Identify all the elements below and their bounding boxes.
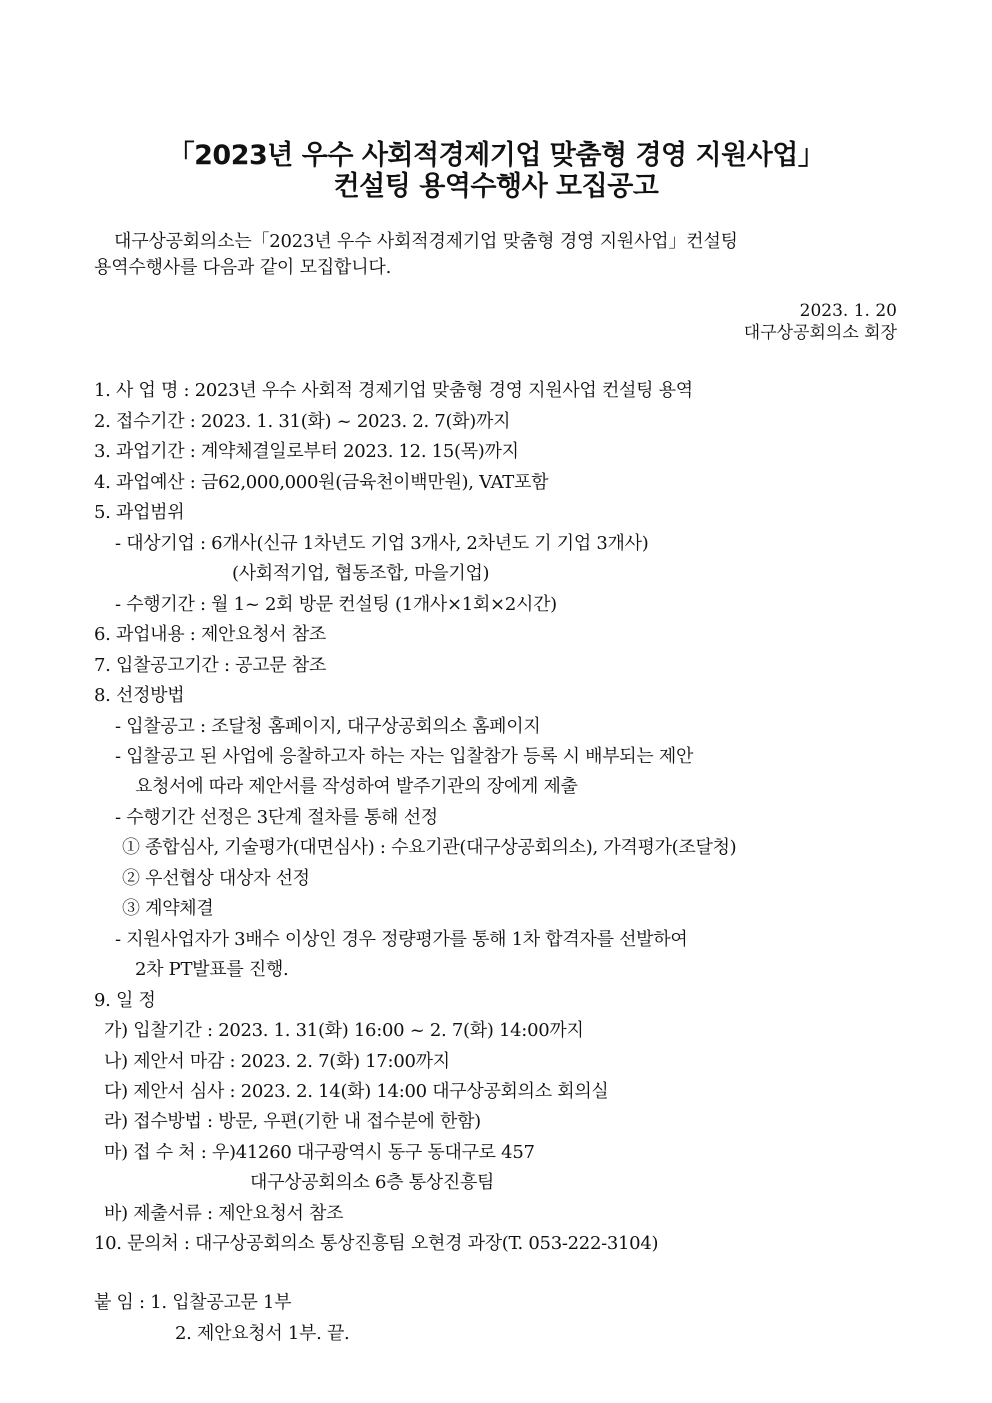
title-line-2: 컨설팅 용역수행사 모집공고	[333, 171, 659, 202]
scope-consulting-period: - 수행기간 : 월 1~ 2회 방문 컨설팅 (1개사×1회×2시간)	[115, 594, 557, 615]
document-date: 2023. 1. 20	[799, 301, 897, 321]
item-10-contact: 10. 문의처 : 대구상공회의소 통상진흥팀 오현경 과장(T. 053-222-3104)	[94, 1233, 659, 1254]
item-5-scope: 5. 과업범위	[94, 502, 185, 523]
intro-paragraph	[94, 229, 897, 281]
item-9-schedule: 9. 일 정	[94, 990, 156, 1011]
item-2-submission-period: 2. 접수기간 : 2023. 1. 31(화) ~ 2023. 2. 7(화)까지	[94, 411, 511, 432]
attachment-2: 2. 제안요청서 1부. 끝.	[175, 1323, 350, 1344]
intro-line-2: 용역수행사를 다음과 같이 모집합니다.	[94, 257, 392, 278]
schedule-submission-office: 대구상공회의소 6층 통상진흥팀	[250, 1172, 495, 1193]
selection-quant-line-1: - 지원사업자가 3배수 이상인 경우 정량평가를 통해 1차 합격자를 선발하여	[115, 929, 688, 950]
selection-notice: - 입찰공고 : 조달청 홈페이지, 대구상공회의소 홈페이지	[115, 716, 541, 737]
selection-three-steps: - 수행기간 선정은 3단계 절차를 통해 선정	[115, 807, 438, 828]
schedule-submission-address: 마) 접 수 처 : 우)41260 대구광역시 동구 동대구로 457	[104, 1142, 535, 1163]
intro-line-1: 대구상공회의소는「2023년 우수 사회적경제기업 맞춤형 경영 지원사업」컨설팅	[114, 231, 738, 252]
selection-bid-line-2: 요청서에 따라 제안서를 작성하여 발주기관의 장에게 제출	[135, 776, 578, 797]
selection-step-3: ③ 계약체결	[122, 898, 214, 919]
selection-step-2: ② 우선협상 대상자 선정	[122, 868, 310, 889]
item-8-selection-method: 8. 선정방법	[94, 685, 185, 706]
item-7-notice-period: 7. 입찰공고기간 : 공고문 참조	[94, 655, 326, 676]
item-4-budget: 4. 과업예산 : 금62,000,000원(금육천이백만원), VAT포함	[94, 472, 549, 493]
schedule-proposal-deadline: 나) 제안서 마감 : 2023. 2. 7(화) 17:00까지	[104, 1051, 450, 1072]
scope-target-types: (사회적기업, 협동조합, 마을기업)	[232, 563, 490, 584]
schedule-bid-period: 가) 입찰기간 : 2023. 1. 31(화) 16:00 ~ 2. 7(화) 14:00까지	[104, 1020, 584, 1041]
schedule-submission-method: 라) 접수방법 : 방문, 우편(기한 내 접수분에 한함)	[104, 1111, 481, 1132]
schedule-documents: 바) 제출서류 : 제안요청서 참조	[104, 1203, 344, 1224]
selection-quant-line-2: 2차 PT발표를 진행.	[135, 959, 289, 980]
title-line-1: 「2023년 우수 사회적경제기업 맞춤형 경영 지원사업」	[167, 140, 825, 171]
selection-step-1: ① 종합심사, 기술평가(대면심사) : 수요기관(대구상공회의소), 가격평가(조달청)	[122, 837, 737, 858]
issuer: 대구상공회의소 회장	[743, 323, 897, 343]
attachment-1: 붙 임 : 1. 입찰공고문 1부	[94, 1292, 292, 1313]
item-6-content: 6. 과업내용 : 제안요청서 참조	[94, 624, 326, 645]
selection-bid-line-1: - 입찰공고 된 사업에 응찰하고자 하는 자는 입찰참가 등록 시 배부되는 제안	[115, 746, 694, 767]
item-1-project-name: 1. 사 업 명 : 2023년 우수 사회적 경제기업 맞춤형 경영 지원사업 컨설팅 용역	[94, 380, 693, 401]
scope-target-companies: - 대상기업 : 6개사(신규 1차년도 기업 3개사, 2차년도 기 기업 3개사)	[115, 533, 649, 554]
item-3-work-period: 3. 과업기간 : 계약체결일로부터 2023. 12. 15(목)까지	[94, 441, 519, 462]
schedule-proposal-review: 다) 제안서 심사 : 2023. 2. 14(화) 14:00 대구상공회의소 회의실	[104, 1081, 609, 1102]
